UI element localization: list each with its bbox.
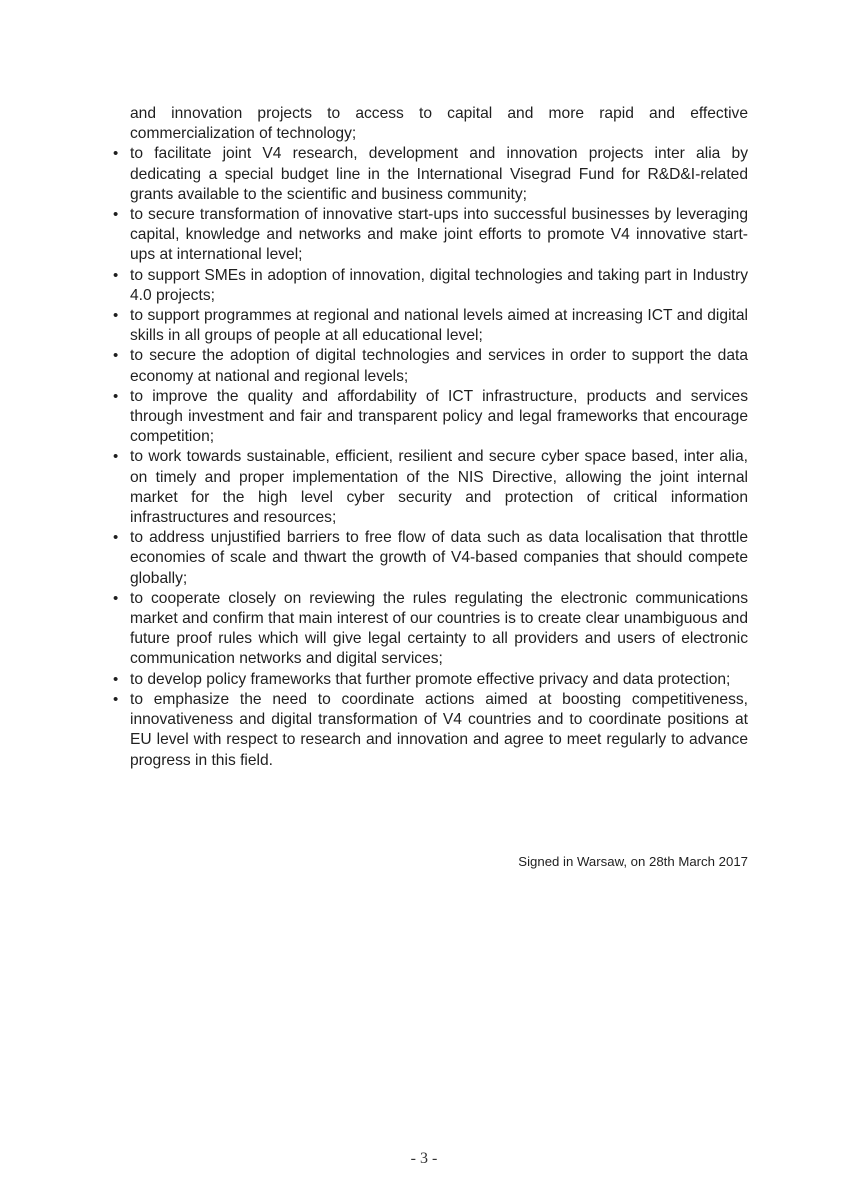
bullet-item-text: to facilitate joint V4 research, development and innovation projects inter alia by dedicating a special budget line in the International Visegrad Fund for R&D&I-related grants available to the scientific and business community; <box>130 145 748 203</box>
bullet-icon: • <box>113 690 119 708</box>
bullet-list <box>112 144 748 770</box>
bullet-item <box>112 589 748 670</box>
bullet-icon: • <box>113 266 119 284</box>
bullet-icon: • <box>113 307 119 325</box>
bullet-item-text: to secure transformation of innovative start-ups into successful businesses by leveraging capital, knowledge and networks and make joint efforts to promote V4 innovative start-ups at international level; <box>130 206 748 264</box>
signature-line: Signed in Warsaw, on 28th March 2017 <box>518 854 748 869</box>
bullet-item <box>112 387 748 448</box>
bullet-item-text: to work towards sustainable, efficient, resilient and secure cyber space based, inter alia, on timely and proper implementation of the NIS Directive, allowing the joint internal market for the high level cyber security and protection of critical information infrastructures and resources; <box>130 448 748 527</box>
continuation-paragraph: and innovation projects to access to capital and more rapid and effective commercialization of technology; <box>130 105 748 143</box>
page-number: - 3 - <box>410 1150 438 1167</box>
bullet-item <box>112 346 748 386</box>
bullet-item <box>112 306 748 346</box>
bullet-item <box>112 266 748 306</box>
bullet-item <box>112 144 748 205</box>
bullet-icon: • <box>113 670 119 688</box>
bullet-item-text: to secure the adoption of digital technologies and services in order to support the data economy at national and regional levels; <box>130 347 748 385</box>
bullet-icon: • <box>113 206 119 224</box>
bullet-item-text: to improve the quality and affordability of ICT infrastructure, products and services through investment and fair and transparent policy and legal frameworks that encourage competition; <box>130 387 748 446</box>
bullet-icon: • <box>113 589 119 607</box>
bullet-item <box>112 690 748 771</box>
bullet-item-text: to address unjustified barriers to free flow of data such as data localisation that throttle economies of scale and thwart the growth of V4-based companies that should compete globally; <box>130 529 748 587</box>
bullet-item <box>112 447 748 528</box>
bullet-icon: • <box>113 387 119 405</box>
bullet-item-text: to cooperate closely on reviewing the rules regulating the electronic communications market and confirm that main interest of our countries is to create clear unambiguous and future proof rules which will give legal certainty to all providers and users of electronic communication networks and digital services; <box>130 589 748 668</box>
bullet-item-text: to support programmes at regional and national levels aimed at increasing ICT and digital skills in all groups of people at all educational level; <box>130 307 748 345</box>
bullet-item <box>112 670 748 690</box>
bullet-item <box>112 528 748 589</box>
bullet-item-text: to support SMEs in adoption of innovation, digital technologies and taking part in Industry 4.0 projects; <box>130 266 748 304</box>
document-body <box>112 104 748 771</box>
bullet-icon: • <box>113 529 119 547</box>
bullet-icon: • <box>113 448 119 466</box>
bullet-icon: • <box>113 145 119 163</box>
bullet-item-text: to develop policy frameworks that further promote effective privacy and data protection; <box>130 670 731 688</box>
bullet-item-text: to emphasize the need to coordinate actions aimed at boosting competitiveness, innovativeness and digital transformation of V4 countries and to coordinate positions at EU level with respect to research and innovation and agree to meet regularly to advance progress in this field. <box>130 690 748 769</box>
bullet-item <box>112 205 748 266</box>
bullet-icon: • <box>113 347 119 365</box>
